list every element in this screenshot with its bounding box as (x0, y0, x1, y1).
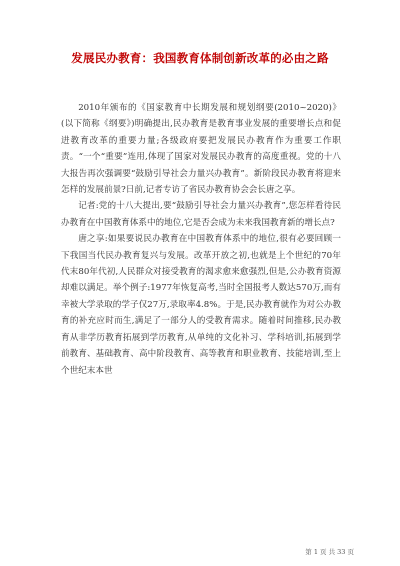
paragraph-question: 记者:党的十八大提出,要“鼓励引导社会力量兴办教育”,您怎样看待民办教育在中国教育体系中的地位,它是否会成为未来我国教育新的增长点? (61, 201, 341, 228)
paragraph-answer: 唐之享:如果要说民办教育在中国教育体系中的地位,很有必要回顾一下我国当代民办教育复兴与发展。改革开放之初,也就是上个世纪的70年代末80年代初,人民群众对接受教育的渴求愈来愈强烈,但是,公办教育资源却难以满足。举个例子:1977年恢复高考,当时全国报考人数达570万,而有幸被大学录取的学子仅27万,录取率4.8%。于是,民办教育就作为对公办教育的补充应时而生,满足了一部分人的受教育需求。随着时间推移,民办教育从非学历教育拓展到学历教育,从单纯的文化补习、学科培训,拓展到学前教育、基础教育、高中阶段教育、高等教育和职业教育、技能培训,至上个世纪末本世 (61, 234, 341, 376)
page-number: 第 1 页 共 33 页 (305, 548, 354, 556)
document-body (61, 100, 341, 379)
document-title: 发展民办教育：我国教育体制创新改革的必由之路 (71, 51, 329, 65)
paragraph-intro: 2010年颁布的《国家教育中长期发展和规划纲要(2010~2020)》(以下简称《纲要》)明确提出,民办教育是教育事业发展的重要增长点和促进教育改革的重要力量;各级政府要把发展民办教育作为重要工作职责。“一个“重要”连用,体现了国家对发展民办教育的高度重视。党的十八大报告再次强调要“鼓励引导社会力量兴办教育”。新阶段民办教育将迎来怎样的发展前景?日前,记者专访了省民办教育协会会长唐之享。 (61, 103, 341, 196)
